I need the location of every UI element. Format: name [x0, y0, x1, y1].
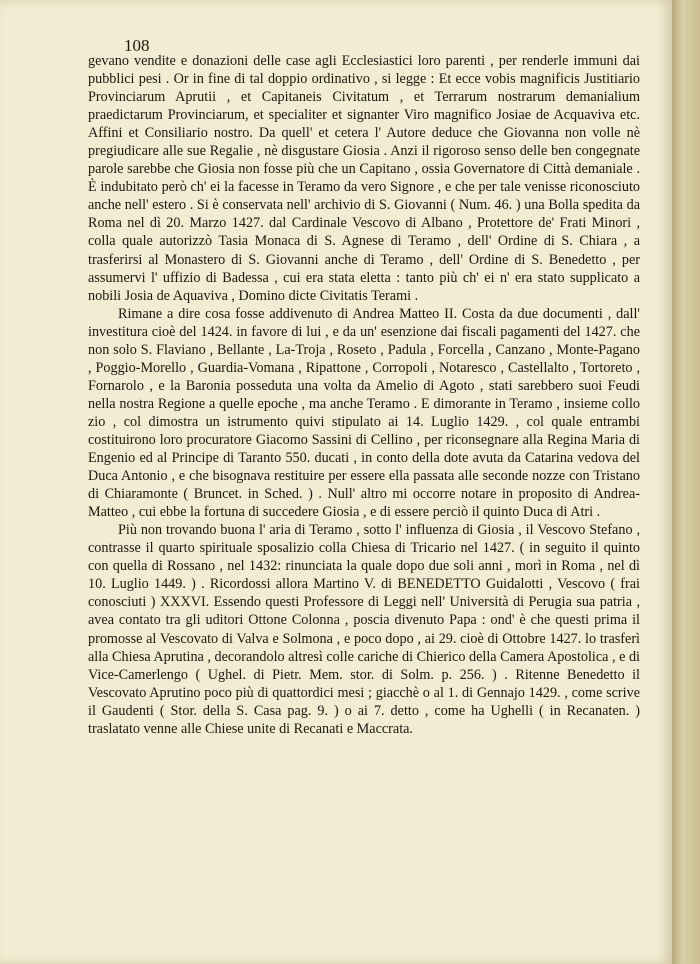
paragraph-1: gevano vendite e donazioni delle case agli Ecclesiastici loro parenti , per renderle immuni dai pubblici pesi . Or in fine di tal doppio ordinativo , si legge : Et ecce vobis magnificis Justitiario Provinciarum Aprutii , et Capitaneis Civitatum , et Terrarum nostrarum demanialium praedictarum Provinciarum, et specialiter et signanter Viro magnifico Josiae de Acquaviva etc. Affini et Consiliario nostro. Da quell' et cetera l' Autore deduce che Giovanna non volle nè pregiudicare alle sue Regalie , nè disgustare Giosia . Anzi il rigoroso senso delle ben congegnate parole sarebbe che Giosia non fosse più che un Capitano , ossia Governatore di Città demaniale . È indubitato però ch' ei la facesse in Teramo da vero Signore , e che per tale venisse riconosciuto anche nell' estero . Si è conservata nell' archivio di S. Giovanni ( Num. 46. ) una Bolla spedita da Roma nel dì 20. Marzo 1427. dal Cardinale Vescovo di Albano , Protettore de' Frati Minori , colla quale autorizzò Tasia Monaca di S. Agnese di Teramo , dell' Ordine di S. Chiara , a trasferirsi al Monastero di S. Giovanni anche di Teramo , dell' Ordine di S. Benedetto , per assumervi l' uffizio di Badessa , cui era stata eletta : tanto più ch' ei n' era stato supplicato a nobili Josia de Aquaviva , Domino dicte Civitatis Terami . [88, 53, 640, 304]
paragraph-3: Più non trovando buona l' aria di Teramo , sotto l' influenza di Giosia , il Vescovo Stefano , contrasse il quarto spirituale sposalizio colla Chiesa di Tricario nel 1427. ( in seguito il quinto con quella di Rossano , nel 1432: rinunciata la quale dopo due soli anni , morì in Roma , nel dì 10. Luglio 1449. ) . Ricordossi allora Martino V. di BENEDETTO Guidalotti , Vescovo ( frai conosciuti ) XXXVI. Essendo questi Professore di Leggi nell' Università di Perugia sua patria , avea contato tra gli uditori Ottone Colonna , poscia divenuto Papa : ond' è che questi prima il promosse al Vescovato di Valva e Solmona , e poco dopo , ai 29. cioè di Ottobre 1427. lo trasferì alla Chiesa Aprutina , decorandolo altresì colle cariche di Chierico della Camera Apostolica , e di Vice-Camerlengo ( Ughel. di Pietr. Mem. stor. di Solm. p. 256. ) . Ritenne Benedetto il Vescovato Aprutino poco più di quattordici mesi ; giacchè o al 1. di Gennajo 1429. , come scrive il Gaudenti ( Stor. della S. Casa pag. 9. ) o ai 7. detto , come ha Ughelli ( in Recanaten. ) traslatato venne alle Chiese unite di Recanati e Maccrata. [88, 522, 640, 737]
paragraph-2: Rimane a dire cosa fosse addivenuto di Andrea Matteo II. Costa da due documenti , dall' investitura cioè del 1424. in favore di lui , e da un' esenzione dai fiscali pagamenti del 1427. che non solo S. Flaviano , Bellante , La-Troja , Roseto , Padula , Forcella , Canzano , Monte-Pagano , Poggio-Morello , Guardia-Vomana , Ripattone , Corropoli , Notaresco , Castellalto , Tortoreto , Fornarolo , e la Baronia posseduta una volta da Amelio di Agoto , stati sarebbero suoi Feudi nella nostra Regione a quelle epoche , ma anche Teramo . E dimorante in Teramo , insieme collo zio , col dimostra un istrumento quivi stipulato ai 14. Luglio 1429. , col quale entrambi costituirono loro procuratore Giacomo Sassini di Cellino , per riconsegnare alla Regina Maria di Engenio ed al Principe di Taranto 550. ducati , in conto della dote avuta da Catarina vedova del Duca Antonio , e che bisognava restituire per essere ella passata alle seconde nozze con Tristano di Chiaramonte ( Bruncet. in Sched. ) . Null' altro mi occorre notare in proposito di Andrea-Matteo , cui ebbe la fortuna di succedere Giosia , e di essere perciò il quinto Duca di Atri . [88, 305, 640, 521]
book-gutter [672, 0, 700, 964]
page-number: 108 [124, 36, 150, 55]
body-text [88, 52, 640, 738]
